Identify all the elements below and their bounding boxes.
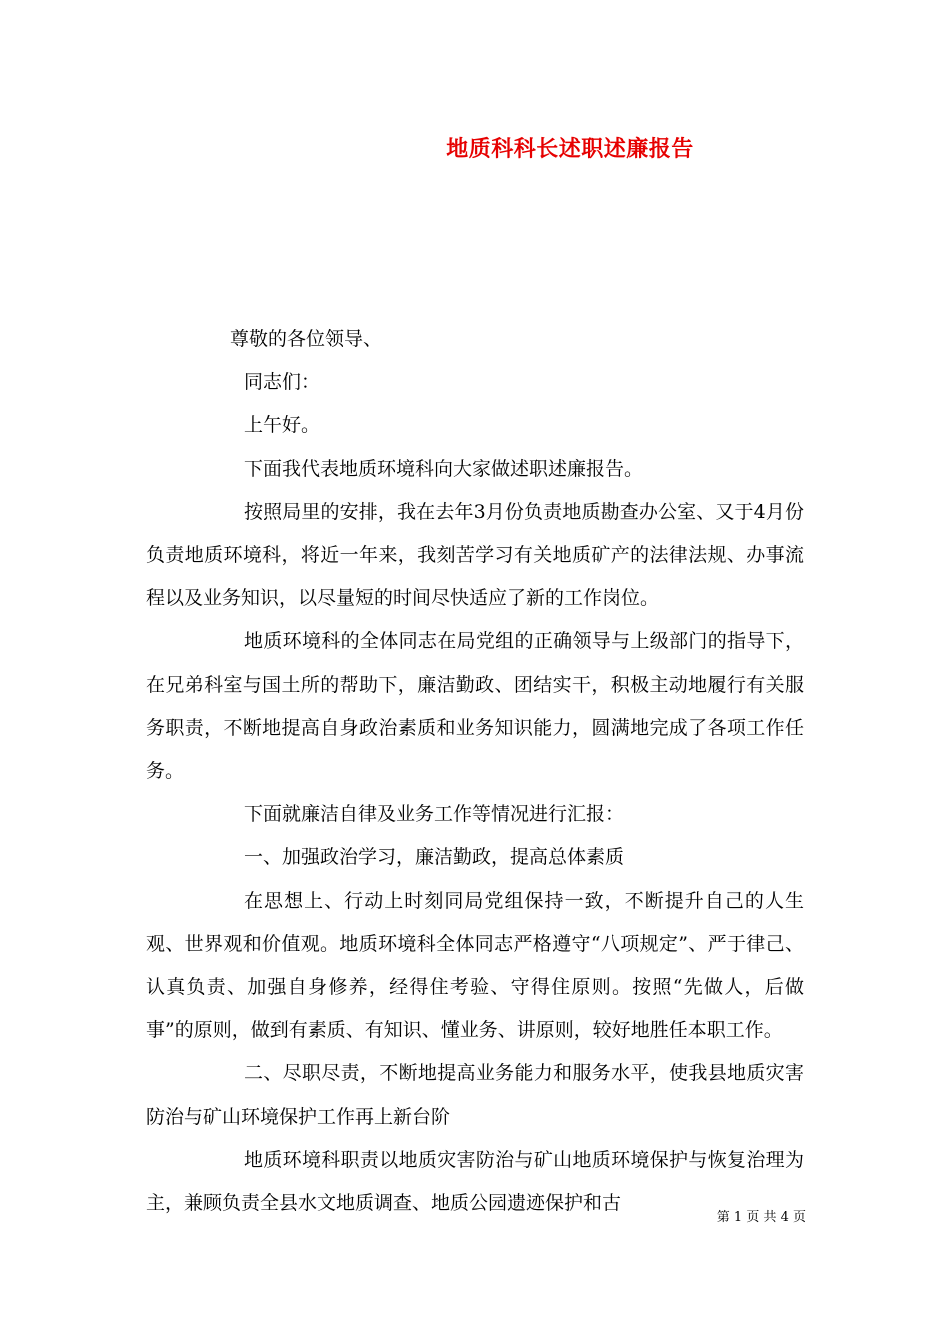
salutation-comrades: 同志们： (244, 371, 321, 394)
section-heading-1: 一、加强政治学习，廉洁勤政，提高总体素质 (244, 846, 625, 869)
document-title: 地质科科长述职述廉报告 (446, 136, 694, 162)
paragraph-section-2: 地质环境科职责以地质灾害防治与矿山地质环境保护与恢复治理为主，兼顾负责全县水文地质调查、地质公园遗迹保护和古 (146, 1148, 804, 1215)
greeting: 上午好。 (244, 414, 321, 437)
section-heading-2: 二、尽职尽责，不断地提高业务能力和服务水平，使我县地质灾害防治与矿山环境保护工作再上新台阶 (146, 1062, 804, 1128)
paragraph-arrangement: 按照局里的安排，我在去年3月份负责地质勘查办公室、又于4月份负责地质环境科，将近一年来，我刻苦学习有关地质矿产的法律法规、办事流程以及业务知识，以尽量短的时间尽快适应了新的工作岗位。 (146, 500, 804, 610)
document-body (146, 318, 804, 1225)
salutation-line: 尊敬的各位领导、 (230, 328, 383, 350)
paragraph-section-1: 在思想上、行动上时刻同局党组保持一致，不断提升自己的人生观、世界观和价值观。地质环境科全体同志严格遵守“八项规定”、严于律己、认真负责、加强自身修养，经得住考验、守得住原则。按照“先做人，后做事”的原则，做到有素质、有知识、懂业务、讲原则，较好地胜任本职工作。 (146, 889, 804, 1042)
paragraph-report-intro: 下面就廉洁自律及业务工作等情况进行汇报： (244, 803, 625, 826)
intro-paragraph: 下面我代表地质环境科向大家做述职述廉报告。 (244, 457, 644, 480)
paragraph-team: 地质环境科的全体同志在局党组的正确领导与上级部门的指导下，在兄弟科室与国土所的帮助下，廉洁勤政、团结实干，积极主动地履行有关服务职责，不断地提高自身政治素质和业务知识能力，圆满地完成了各项工作任务。 (146, 630, 804, 783)
page-footer: 第 1 页 共 4 页 (716, 1210, 806, 1225)
